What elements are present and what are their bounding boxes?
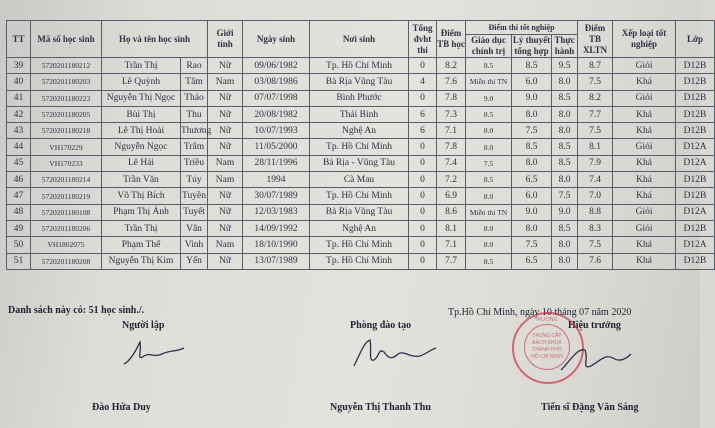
cell-exam-theory: 6.5 — [512, 172, 552, 188]
cell-class: D12A — [676, 155, 715, 171]
cell-xltn-score: 7.4 — [578, 172, 613, 188]
cell-last-name: Tuyết — [181, 204, 208, 220]
cell-student-code: 5720201180206 — [31, 220, 102, 236]
header-credits: Tổng đvht thi — [409, 21, 437, 58]
cell-row-number: 46 — [7, 172, 31, 188]
cell-student-code: VH1802075 — [31, 237, 102, 253]
cell-credits: 6 — [409, 123, 437, 139]
cell-first-name: Nguyễn Thị Kim — [102, 253, 181, 269]
cell-first-name: Trần Thị — [102, 58, 181, 74]
cell-exam-politics: 8.5 — [466, 253, 512, 269]
cell-credits: 0 — [409, 204, 437, 220]
preparer-title: Người lập — [122, 320, 165, 331]
cell-exam-practice: 8.0 — [552, 237, 578, 253]
cell-exam-theory: 6.0 — [512, 74, 552, 90]
principal-title: Hiệu trưởng — [568, 320, 621, 331]
cell-gpa: 8.6 — [437, 204, 466, 220]
cell-gender: Nam — [208, 155, 243, 171]
cell-class: D12B — [676, 106, 715, 122]
cell-last-name: Thu — [181, 106, 208, 122]
cell-row-number: 43 — [7, 123, 31, 139]
cell-place-of-birth: Bà Rịa Vũng Tàu — [310, 74, 409, 90]
cell-row-number: 45 — [7, 155, 31, 171]
cell-row-number: 50 — [7, 237, 31, 253]
cell-last-name: Rao — [181, 58, 208, 74]
cell-date-of-birth: 20/08/1982 — [243, 106, 310, 122]
cell-first-name: Nguyễn Ngọc — [102, 139, 181, 155]
cell-gender: Nữ — [208, 90, 243, 106]
cell-exam-practice: 7.5 — [552, 188, 578, 204]
table-row — [7, 90, 715, 106]
cell-xltn-score: 7.5 — [578, 237, 613, 253]
cell-exam-practice: 9.0 — [552, 204, 578, 220]
cell-gender: Nữ — [208, 123, 243, 139]
cell-xltn-score: 7.5 — [578, 74, 613, 90]
cell-place-of-birth: Tp. Hồ Chí Minh — [310, 253, 409, 269]
cell-last-name: Tuyền — [181, 188, 208, 204]
cell-class: D12B — [676, 253, 715, 269]
cell-graduation-rank: Khá — [613, 172, 676, 188]
header-exam-practice: Thực hành — [552, 35, 578, 58]
cell-graduation-rank: Khá — [613, 106, 676, 122]
cell-date-of-birth: 09/06/1982 — [243, 58, 310, 74]
cell-graduation-rank: Khá — [613, 155, 676, 171]
cell-xltn-score: 8.1 — [578, 139, 613, 155]
date-line: Tp.Hồ Chí Minh, ngày 10 tháng 07 năm 2020 — [448, 307, 632, 318]
cell-exam-politics: 8.0 — [466, 220, 512, 236]
cell-exam-theory: 9.0 — [512, 204, 552, 220]
cell-date-of-birth: 10/07/1993 — [243, 123, 310, 139]
cell-date-of-birth: 28/11/1996 — [243, 155, 310, 171]
cell-exam-practice: 9.5 — [552, 58, 578, 74]
cell-credits: 0 — [409, 253, 437, 269]
cell-row-number: 44 — [7, 139, 31, 155]
cell-gender: Nam — [208, 172, 243, 188]
cell-first-name: Lê Hải — [102, 155, 181, 171]
cell-last-name: Yến — [181, 253, 208, 269]
cell-date-of-birth: 1994 — [243, 172, 310, 188]
cell-graduation-rank: Giỏi — [613, 220, 676, 236]
preparer-name: Đào Hứa Duy — [92, 402, 151, 413]
cell-last-name: Thảo — [181, 90, 208, 106]
cell-row-number: 39 — [7, 58, 31, 74]
cell-student-code: 5720201180218 — [31, 123, 102, 139]
table-row — [7, 74, 715, 90]
cell-gender: Nữ — [208, 58, 243, 74]
principal-name: Tiến sĩ Đặng Văn Sáng — [541, 402, 639, 413]
cell-graduation-rank: Giỏi — [613, 204, 676, 220]
cell-student-code: 5720201180205 — [31, 106, 102, 122]
cell-class: D12A — [676, 204, 715, 220]
cell-credits: 0 — [409, 188, 437, 204]
cell-place-of-birth: Thái Bình — [310, 106, 409, 122]
cell-exam-politics: Miễn thi TN — [466, 204, 512, 220]
table-row — [7, 204, 715, 220]
cell-graduation-rank: Giỏi — [613, 139, 676, 155]
cell-student-code: 5720201180108 — [31, 204, 102, 220]
cell-exam-practice: 8.0 — [552, 74, 578, 90]
header-student-code: Mã số học sinh — [31, 21, 102, 58]
cell-first-name: Trần Văn — [102, 172, 181, 188]
cell-class: D12B — [676, 74, 715, 90]
cell-row-number: 49 — [7, 220, 31, 236]
cell-graduation-rank: Khá — [613, 237, 676, 253]
cell-date-of-birth: 11/05/2000 — [243, 139, 310, 155]
cell-xltn-score: 8.3 — [578, 220, 613, 236]
cell-student-code: 5720201180212 — [31, 58, 102, 74]
cell-exam-practice: 8.0 — [552, 106, 578, 122]
cell-graduation-rank: Khá — [613, 253, 676, 269]
cell-exam-politics: 8.0 — [466, 237, 512, 253]
cell-place-of-birth: Bà Rịa Vũng Tàu — [310, 204, 409, 220]
cell-gpa: 7.3 — [437, 106, 466, 122]
header-gender: Giới tính — [208, 21, 243, 58]
cell-gpa: 8.1 — [437, 220, 466, 236]
header-xltn: Điểm TB XLTN — [578, 21, 613, 58]
cell-exam-politics: 8.0 — [466, 188, 512, 204]
cell-gpa: 7.8 — [437, 139, 466, 155]
cell-first-name: Bùi Thị — [102, 106, 181, 122]
cell-date-of-birth: 18/10/1990 — [243, 237, 310, 253]
cell-exam-politics: 8.0 — [466, 123, 512, 139]
header-rank: Xếp loại tốt nghiệp — [613, 21, 676, 58]
cell-gpa: 7.4 — [437, 155, 466, 171]
cell-date-of-birth: 30/07/1989 — [243, 188, 310, 204]
cell-class: D12B — [676, 123, 715, 139]
cell-gender: Nam — [208, 74, 243, 90]
cell-graduation-rank: Giỏi — [613, 58, 676, 74]
cell-credits: 0 — [409, 139, 437, 155]
cell-student-code: 5720201180219 — [31, 188, 102, 204]
cell-exam-politics: Miễn thi TN — [466, 74, 512, 90]
table-body — [7, 58, 715, 270]
official-stamp: TRƯỜNG TRUNG CẤP BÁCH KHOA THÀNH PHỐ HỒ CHÍ MINH — [512, 312, 584, 384]
cell-credits: 0 — [409, 237, 437, 253]
table-row — [7, 139, 715, 155]
cell-exam-practice: 8.5 — [552, 155, 578, 171]
cell-row-number: 48 — [7, 204, 31, 220]
cell-class: D12A — [676, 237, 715, 253]
cell-gender: Nữ — [208, 188, 243, 204]
cell-gpa: 6.9 — [437, 188, 466, 204]
cell-row-number: 42 — [7, 106, 31, 122]
cell-gpa: 8.2 — [437, 58, 466, 74]
header-gpa: Điểm TB học — [437, 21, 466, 58]
cell-credits: 0 — [409, 172, 437, 188]
training-office-name: Nguyễn Thị Thanh Thu — [330, 402, 431, 413]
cell-exam-theory: 7.5 — [512, 237, 552, 253]
cell-exam-politics: 8.5 — [466, 106, 512, 122]
header-dob: Ngày sinh — [243, 21, 310, 58]
cell-class: D12B — [676, 58, 715, 74]
header-exam: Điểm thi tốt nghiệp — [466, 21, 578, 35]
cell-first-name: Võ Thị Bích — [102, 188, 181, 204]
table-row — [7, 155, 715, 171]
cell-place-of-birth: Cà Mau — [310, 172, 409, 188]
table-row — [7, 253, 715, 269]
cell-place-of-birth: Bình Phước — [310, 90, 409, 106]
cell-first-name: Nguyễn Thị Ngọc — [102, 90, 181, 106]
cell-class: D12B — [676, 188, 715, 204]
cell-row-number: 40 — [7, 74, 31, 90]
cell-exam-practice: 8.0 — [552, 172, 578, 188]
table-row — [7, 172, 715, 188]
cell-first-name: Lê Quỳnh — [102, 74, 181, 90]
cell-date-of-birth: 13/07/1989 — [243, 253, 310, 269]
cell-exam-practice: 8.0 — [552, 123, 578, 139]
cell-row-number: 51 — [7, 253, 31, 269]
header-pob: Nơi sinh — [310, 21, 409, 58]
cell-first-name: Phạm Thị Ánh — [102, 204, 181, 220]
header-exam-theory: Lý thuyết tổng hợp — [512, 35, 551, 56]
cell-class: D12B — [676, 220, 715, 236]
cell-last-name: Trâm — [181, 139, 208, 155]
table-row — [7, 220, 715, 236]
cell-exam-politics: 8.5 — [466, 58, 512, 74]
training-office-title: Phòng đào tạo — [350, 320, 412, 331]
cell-student-code: 5720201180208 — [31, 253, 102, 269]
cell-exam-theory: 8.0 — [512, 220, 552, 236]
cell-first-name: Phạm Thế — [102, 237, 181, 253]
cell-exam-theory: 7.5 — [512, 123, 552, 139]
cell-exam-theory: 8.5 — [512, 139, 552, 155]
cell-place-of-birth: Nghệ An — [310, 220, 409, 236]
cell-gender: Nữ — [208, 139, 243, 155]
table-row — [7, 123, 715, 139]
cell-last-name: Túy — [181, 172, 208, 188]
cell-xltn-score: 8.7 — [578, 58, 613, 74]
cell-graduation-rank: Giỏi — [613, 90, 676, 106]
cell-graduation-rank: Khá — [613, 74, 676, 90]
preparer-signature — [118, 336, 188, 372]
cell-row-number: 41 — [7, 90, 31, 106]
cell-exam-practice: 8.0 — [552, 253, 578, 269]
cell-last-name: Vân — [181, 220, 208, 236]
cell-credits: 0 — [409, 155, 437, 171]
table-row — [7, 106, 715, 122]
cell-exam-politics: 8.5 — [466, 172, 512, 188]
cell-student-code: 5720201180214 — [31, 172, 102, 188]
cell-place-of-birth: Tp. Hồ Chí Minh — [310, 139, 409, 155]
cell-class: D12A — [676, 139, 715, 155]
training-office-signature — [350, 332, 440, 376]
cell-gender: Nam — [208, 237, 243, 253]
cell-gpa: 7.1 — [437, 123, 466, 139]
cell-exam-theory: 9.0 — [512, 90, 552, 106]
cell-credits: 4 — [409, 74, 437, 90]
cell-student-code: VH170233 — [31, 155, 102, 171]
cell-class: D12B — [676, 172, 715, 188]
cell-last-name: Tâm — [181, 74, 208, 90]
cell-gpa: 7.7 — [437, 253, 466, 269]
cell-gender: Nữ — [208, 220, 243, 236]
cell-gpa: 7.8 — [437, 90, 466, 106]
cell-exam-practice: 8.5 — [552, 139, 578, 155]
cell-xltn-score: 8.2 — [578, 90, 613, 106]
cell-row-number: 47 — [7, 188, 31, 204]
cell-student-code: 5720201180203 — [31, 74, 102, 90]
cell-gender: Nữ — [208, 106, 243, 122]
cell-credits: 0 — [409, 58, 437, 74]
cell-credits: 0 — [409, 90, 437, 106]
header-tt: TT — [7, 21, 31, 58]
cell-date-of-birth: 12/03/1983 — [243, 204, 310, 220]
cell-exam-theory: 8.0 — [512, 155, 552, 171]
cell-xltn-score: 7.9 — [578, 155, 613, 171]
cell-xltn-score: 7.7 — [578, 106, 613, 122]
summary-text: Danh sách này có: 51 học sinh./. — [8, 305, 145, 316]
cell-exam-politics: 7.5 — [466, 155, 512, 171]
cell-exam-theory: 6.5 — [512, 253, 552, 269]
cell-place-of-birth: Bà Rịa - Vũng Tàu — [310, 155, 409, 171]
cell-xltn-score: 7.5 — [578, 123, 613, 139]
cell-place-of-birth: Nghệ An — [310, 123, 409, 139]
cell-credits: 0 — [409, 220, 437, 236]
cell-class: D12B — [676, 90, 715, 106]
cell-last-name: Triều — [181, 155, 208, 171]
cell-last-name: Vinh — [181, 237, 208, 253]
cell-gpa: 7.1 — [437, 237, 466, 253]
cell-exam-practice: 8.5 — [552, 90, 578, 106]
cell-date-of-birth: 03/08/1986 — [243, 74, 310, 90]
header-class: Lớp — [676, 21, 715, 58]
cell-exam-practice: 8.5 — [552, 220, 578, 236]
table-row — [7, 58, 715, 74]
cell-exam-theory: 8.5 — [512, 58, 552, 74]
cell-graduation-rank: Khá — [613, 123, 676, 139]
graduation-results-table — [6, 20, 715, 270]
cell-place-of-birth: Tp. Hồ Chí Minh — [310, 58, 409, 74]
cell-place-of-birth: Tp. Hồ Chí Minh — [310, 188, 409, 204]
cell-exam-theory: 8.0 — [512, 106, 552, 122]
cell-gpa: 7.2 — [437, 172, 466, 188]
cell-xltn-score: 8.8 — [578, 204, 613, 220]
header-exam-politics: Giáo dục chính trị — [466, 35, 512, 58]
cell-gpa: 7.6 — [437, 74, 466, 90]
cell-place-of-birth: Tp. Hồ Chí Minh — [310, 237, 409, 253]
cell-exam-politics: 8.0 — [466, 139, 512, 155]
cell-exam-politics: 9.0 — [466, 90, 512, 106]
cell-date-of-birth: 14/09/1992 — [243, 220, 310, 236]
cell-date-of-birth: 07/07/1998 — [243, 90, 310, 106]
table-row — [7, 188, 715, 204]
cell-credits: 6 — [409, 106, 437, 122]
header-full-name: Họ và tên học sinh — [102, 21, 208, 58]
table-row — [7, 237, 715, 253]
cell-first-name: Trần Thị — [102, 220, 181, 236]
cell-xltn-score: 7.0 — [578, 188, 613, 204]
cell-gender: Nữ — [208, 204, 243, 220]
cell-student-code: 5720201180223 — [31, 90, 102, 106]
cell-first-name: Lê Thị Hoài — [102, 123, 181, 139]
principal-signature — [555, 340, 635, 380]
cell-student-code: VH170229 — [31, 139, 102, 155]
cell-gender: Nữ — [208, 253, 243, 269]
cell-last-name: Thương — [181, 123, 208, 139]
cell-graduation-rank: Khá — [613, 188, 676, 204]
cell-exam-theory: 6.0 — [512, 188, 552, 204]
cell-xltn-score: 7.6 — [578, 253, 613, 269]
